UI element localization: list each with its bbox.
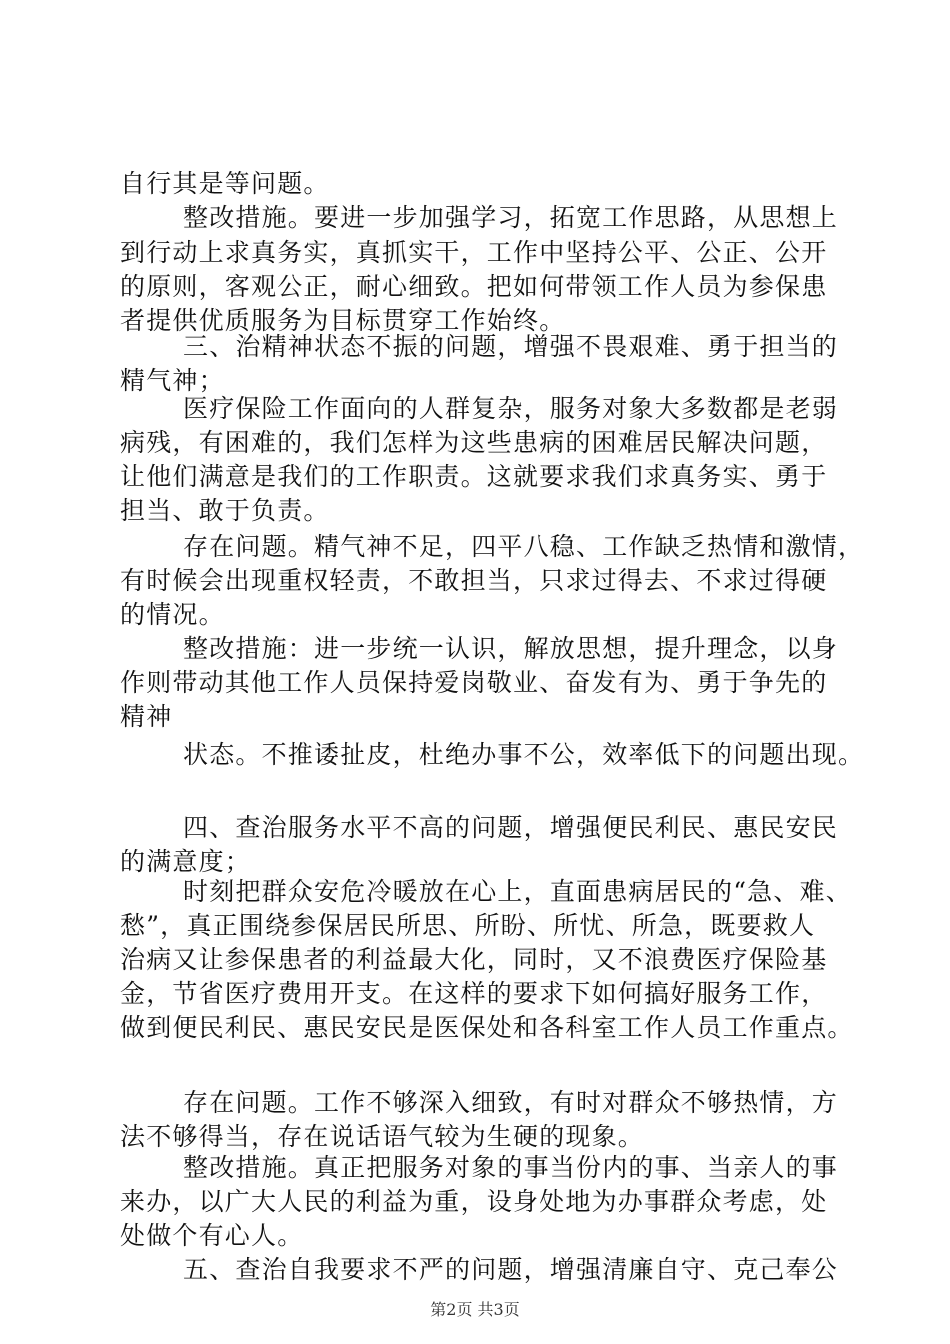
text-line: 的原则，客观公正，耐心细致。把如何带领工作人员为参保患 bbox=[120, 272, 828, 301]
text-line: 四、查治服务水平不高的问题，增强便民利民、惠民安民 bbox=[183, 813, 839, 842]
text-line: 三、治精神状态不振的问题，增强不畏艰难、勇于担当的 bbox=[183, 332, 839, 361]
text-line: 的满意度； bbox=[120, 847, 252, 876]
text-line: 处做个有心人。 bbox=[120, 1221, 304, 1250]
text-line: 金，节省医疗费用开支。在这样的要求下如何搞好服务工作， bbox=[120, 979, 828, 1008]
text-line: 存在问题。精气神不足，四平八稳、工作缺乏热情和激情， bbox=[183, 532, 865, 561]
text-line: 的情况。 bbox=[120, 600, 225, 629]
text-line: 五、查治自我要求不严的问题，增强清廉自守、克己奉公 bbox=[183, 1255, 839, 1284]
text-line: 来办，以广大人民的利益为重，设身处地为办事群众考虑，处 bbox=[120, 1187, 828, 1216]
text-line: 者提供优质服务为目标贯穿工作始终。 bbox=[120, 306, 566, 335]
text-line: 治病又让参保患者的利益最大化，同时，又不浪费医疗保险基 bbox=[120, 945, 828, 974]
text-line: 担当、敢于负责。 bbox=[120, 496, 330, 525]
text-line: 愁”，真正围绕参保居民所思、所盼、所忧、所急，既要救人 bbox=[120, 911, 816, 940]
text-line: 法不够得当，存在说话语气较为生硬的现象。 bbox=[120, 1122, 645, 1151]
text-line: 作则带动其他工作人员保持爱岗敬业、奋发有为、勇于争先的 bbox=[120, 668, 828, 697]
page-footer: 第2页 共3页 bbox=[430, 1300, 520, 1319]
text-line: 状态。不推诿扯皮，杜绝办事不公，效率低下的问题出现。 bbox=[183, 740, 865, 769]
text-line: 存在问题。工作不够深入细致，有时对群众不够热情，方 bbox=[183, 1088, 839, 1117]
text-line: 有时候会出现重权轻责，不敢担当，只求过得去、不求过得硬 bbox=[120, 566, 828, 595]
text-line: 病残，有困难的，我们怎样为这些患病的困难居民解决问题， bbox=[120, 428, 828, 457]
text-line: 整改措施：进一步统一认识，解放思想，提升理念，以身 bbox=[183, 634, 839, 663]
text-line: 时刻把群众安危冷暖放在心上，直面患病居民的“急、难、 bbox=[183, 877, 852, 906]
text-line: 整改措施。要进一步加强学习，拓宽工作思路，从思想上 bbox=[183, 203, 839, 232]
text-line: 让他们满意是我们的工作职责。这就要求我们求真务实、勇于 bbox=[120, 462, 828, 491]
text-line: 精神 bbox=[120, 702, 173, 731]
text-line: 自行其是等问题。 bbox=[120, 169, 330, 198]
text-line: 精气神； bbox=[120, 366, 225, 395]
text-line: 医疗保险工作面向的人群复杂，服务对象大多数都是老弱 bbox=[183, 394, 839, 423]
text-line: 做到便民利民、惠民安民是医保处和各科室工作人员工作重点。 bbox=[120, 1013, 854, 1042]
text-line: 整改措施。真正把服务对象的事当份内的事、当亲人的事 bbox=[183, 1153, 839, 1182]
text-line: 到行动上求真务实，真抓实干，工作中坚持公平、公正、公开 bbox=[120, 238, 828, 267]
